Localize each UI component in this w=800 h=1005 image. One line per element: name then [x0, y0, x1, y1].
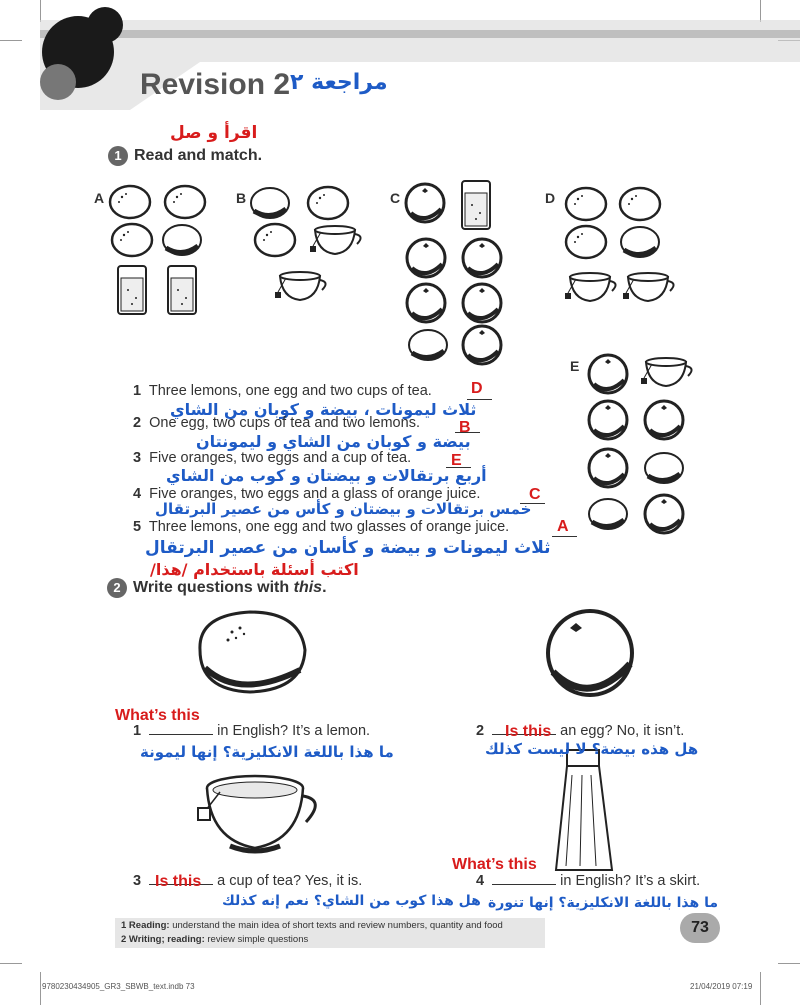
page-title: Revision 2 [140, 68, 291, 101]
answer-1: D [471, 380, 483, 397]
question-1-arabic: ما هذا باللغة الانكليزية؟ إنها ليمونة [140, 743, 394, 761]
question-4: 4 in English? It’s a skirt. [476, 873, 701, 889]
exercise1-arabic-instruction: اقرأ و صل [170, 123, 258, 143]
footer-objectives [115, 918, 545, 948]
sentence-2-arabic: بيضة و كوبان من الشاي و ليمونتان [196, 432, 471, 451]
group-label-d: D [545, 190, 556, 206]
footer-line-2: 2 Writing; reading: review simple questions [121, 934, 309, 945]
sentence-3: 3 Five oranges, two eggs and a cup of tea. [133, 450, 412, 466]
answer-5: A [557, 518, 569, 535]
group-label-c: C [390, 190, 401, 206]
sentence-3-arabic: أربع برتقالات و بيضتان و كوب من الشاي [166, 466, 487, 485]
exercise2-arabic-instruction: اكتب أسئلة باستخدام /هذا/ [150, 560, 359, 579]
question-2: 2 an egg? No, it isn’t. [476, 723, 685, 739]
lemon-picture [200, 612, 305, 692]
crop-mark [0, 963, 22, 964]
answer-2: B [459, 419, 471, 436]
footer-line-1: 1 Reading: understand the main idea of short texts and review numbers, quantity and food [121, 920, 503, 931]
answer-3: E [451, 452, 462, 469]
orange-picture [548, 611, 632, 695]
question-3: 3 a cup of tea? Yes, it is. [133, 873, 363, 889]
sentence-5: 5 Three lemons, one egg and two glasses of orange juice. [133, 519, 510, 535]
sentence-1: 1 Three lemons, one egg and two cups of tea. [133, 383, 432, 399]
question-2-arabic: هل هذه بيضة؟ لا ليست كذلك [485, 740, 699, 758]
sentence-1-arabic: ثلاث ليمونات ، بيضة و كوبان من الشاي [170, 400, 477, 419]
group-label-e: E [570, 358, 580, 374]
sentence-4-arabic: خمس برتقالات و بيضتان و كأس من عصير البرتقال [155, 500, 532, 518]
page-title-arabic: مراجعة ٢ [290, 70, 388, 95]
skirt-picture [556, 750, 612, 870]
question-1-blank[interactable] [149, 734, 213, 735]
exercise2-title: Write questions with this. [133, 579, 327, 596]
cup-picture [198, 776, 315, 851]
question-1: 1 in English? It’s a lemon. [133, 723, 371, 739]
crop-mark [778, 963, 800, 964]
sentence-4: 4 Five oranges, two eggs and a glass of orange juice. [133, 486, 481, 502]
question-3-answer: Is this [155, 873, 202, 890]
group-label-a: A [94, 190, 105, 206]
sentence-2: 2 One egg, two cups of tea and two lemons. [133, 415, 420, 431]
question-4-answer: What’s this [452, 856, 537, 873]
slug-left: 9780230434905_GR3_SBWB_text.indb 73 [42, 982, 195, 991]
answer-4: C [529, 486, 541, 503]
crop-mark [40, 972, 41, 1005]
question-3-arabic: هل هذا كوب من الشاي؟ نعم إنه كذلك [222, 893, 481, 909]
exercise1-title: Read and match. [134, 147, 263, 164]
exercise1-number-badge: 1 [108, 146, 128, 166]
question-4-arabic: ما هذا باللغة الانكليزية؟ إنها تنورة [488, 895, 719, 911]
sentence-5-arabic: ثلاث ليمونات و بيضة و كأسان من عصير البرتقال [145, 538, 551, 558]
group-label-b: B [236, 190, 247, 206]
exercise2-number-badge: 2 [107, 578, 127, 598]
crop-mark [760, 972, 761, 1005]
question-1-answer: What’s this [115, 707, 200, 724]
slug-right: 21/04/2019 07:19 [690, 982, 753, 991]
page-number: 73 [680, 913, 720, 943]
question-4-blank[interactable] [492, 884, 556, 885]
question-2-answer: Is this [505, 723, 552, 740]
